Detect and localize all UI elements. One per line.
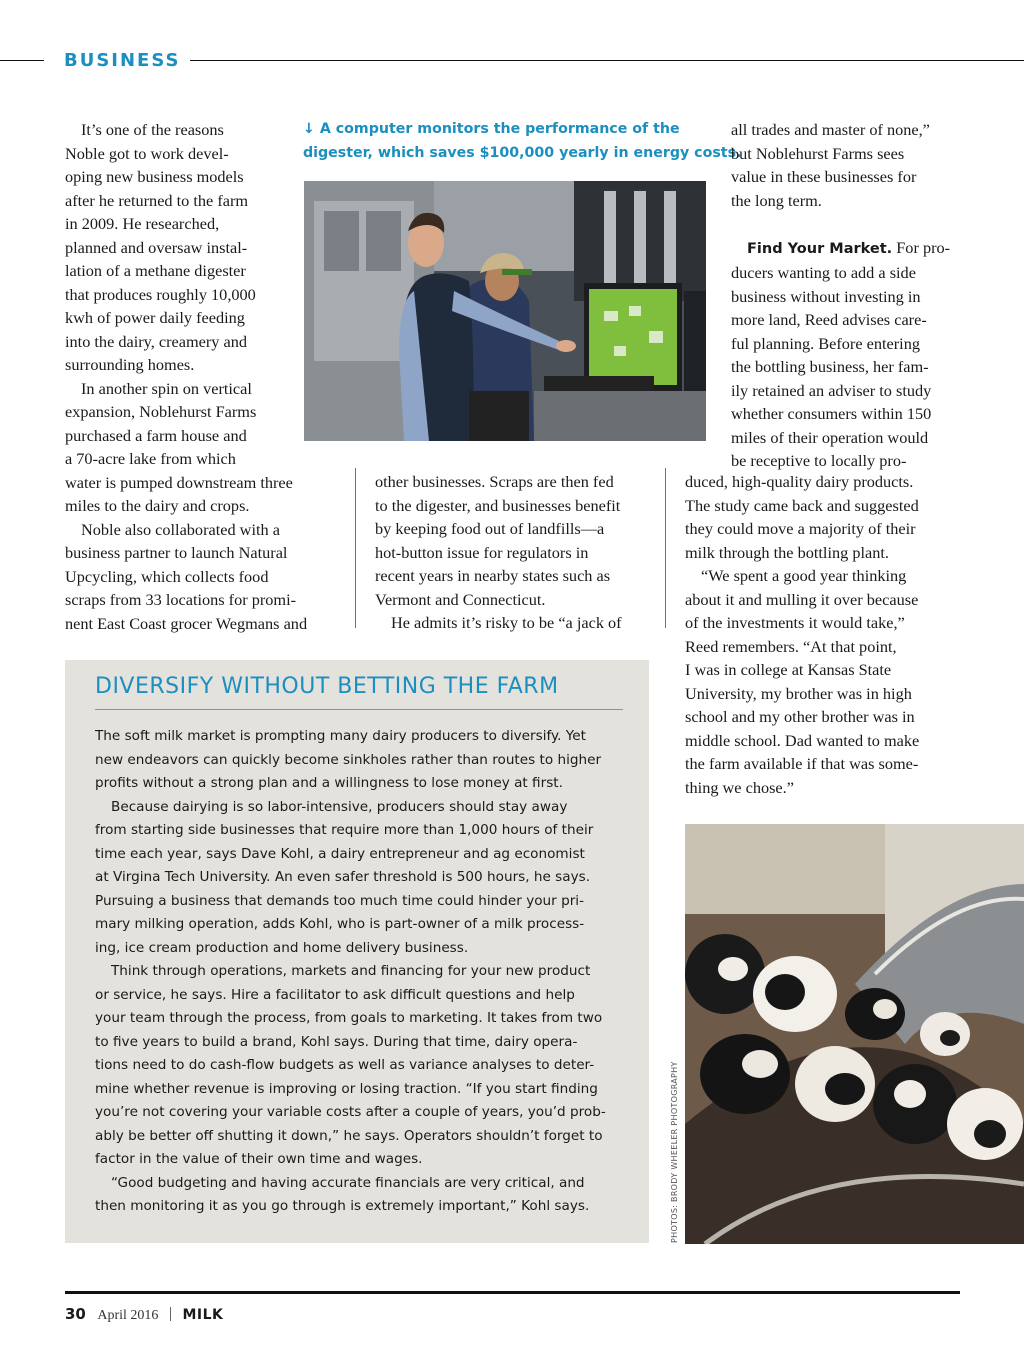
caption-line: digester, which saves $100,000 yearly in energy costs.	[303, 144, 742, 161]
sidebar-line: Think through operations, markets and financing for your new product	[111, 963, 591, 979]
body-line: whether consumers within 150	[731, 404, 932, 423]
body-line: that produces roughly 10,000	[65, 284, 256, 304]
body-line: by keeping food out of landfills—a	[375, 519, 605, 538]
photo-caption	[303, 118, 742, 165]
body-text: For pro-	[896, 237, 951, 257]
photo-credit: PHOTOS: BRODY WHEELER PHOTOGRAPHY	[670, 1061, 679, 1243]
sidebar-title-rule	[95, 709, 623, 710]
issue-date: April 2016	[97, 1308, 159, 1323]
article-column-1	[65, 118, 340, 635]
body-line: miles of their operation would	[731, 427, 929, 447]
body-line: milk through the bottling plant.	[685, 542, 889, 562]
section-rule-right	[190, 60, 1024, 61]
body-line: into the dairy, creamery and	[65, 331, 248, 351]
body-line: after he returned to the farm	[65, 190, 249, 210]
sidebar-line: “Good budgeting and having accurate financials are very critical, and	[111, 1174, 585, 1191]
sidebar-line: ing, ice cream production and home delivery business.	[95, 939, 469, 956]
body-line: surrounding homes.	[65, 355, 195, 374]
sidebar-box	[65, 660, 649, 1243]
blank-line	[731, 212, 971, 236]
sidebar-line: profits without a strong plan and a willingness to lose money at first.	[95, 775, 563, 791]
body-line: Noble got to work devel-	[65, 143, 229, 163]
body-line: University, my brother was in high	[685, 683, 912, 703]
sidebar-body	[95, 725, 635, 1219]
digester-computer-photo	[304, 181, 706, 441]
sidebar-line: time each year, says Dave Kohl, a dairy entrepreneur and ag economist	[95, 845, 585, 862]
body-line: It’s one of the reasons	[81, 120, 224, 139]
sidebar-line: then monitoring it as you go through is extremely important,” Kohl says.	[95, 1198, 590, 1214]
sidebar-line: or service, he says. Hire a facilitator to ask difficult questions and help	[95, 986, 575, 1003]
body-line: business without investing in	[731, 286, 921, 306]
body-line: I was in college at Kansas State	[685, 660, 892, 679]
caption-line: A computer monitors the performance of the	[319, 121, 680, 137]
sidebar-line: your team through the process, from goals to marketing. It takes from two	[95, 1010, 603, 1026]
body-line: ducers wanting to add a side	[731, 263, 916, 282]
page-footer	[65, 1305, 223, 1324]
body-line: lation of a methane digester	[65, 261, 246, 280]
body-line: ful planning. Before entering	[731, 333, 920, 353]
footer-rule	[65, 1291, 960, 1294]
body-line: be receptive to locally pro-	[731, 451, 907, 470]
body-line: nent East Coast grocer Wegmans and	[65, 613, 308, 633]
body-line: but Noblehurst Farms sees	[731, 143, 905, 163]
body-line: miles to the dairy and crops.	[65, 496, 250, 515]
body-line: thing we chose.”	[685, 777, 794, 797]
body-line: ily retained an adviser to study	[731, 380, 932, 400]
body-line: Noble also collaborated with a	[81, 519, 280, 539]
body-line: Upcycling, which collects food	[65, 566, 269, 586]
body-line: all trades and master of none,”	[731, 120, 930, 139]
body-line: about it and mulling it over because	[685, 589, 919, 609]
body-line: middle school. Dad wanted to make	[685, 730, 920, 750]
sidebar-line: tions need to do cash-flow budgets as well as variance analyses to deter-	[95, 1057, 595, 1073]
sidebar-line: mine whether revenue is improving or losing traction. “If you start finding	[95, 1080, 598, 1097]
body-line: the long term.	[731, 190, 822, 210]
sidebar-line: you’re not covering your variable costs after a couple of years, you’d prob-	[95, 1104, 606, 1120]
column-divider	[665, 468, 666, 628]
body-line: Reed remembers. “At that point,	[685, 636, 897, 656]
body-line: In another spin on vertical	[81, 378, 252, 398]
body-line: water is pumped downstream three	[65, 472, 293, 492]
article-column-2	[375, 470, 660, 635]
body-line: hot-button issue for regulators in	[375, 542, 589, 562]
body-line: they could move a majority of their	[685, 519, 916, 538]
magazine-logo: MILK	[182, 1307, 224, 1323]
body-line: kwh of power daily feeding	[65, 308, 245, 327]
arrow-down-icon: ↓	[303, 121, 315, 137]
body-line: Vermont and Connecticut.	[375, 589, 546, 609]
sidebar-line: Because dairying is so labor-intensive, producers should stay away	[111, 798, 568, 815]
body-line: more land, Reed advises care-	[731, 310, 927, 329]
subhead: Find Your Market.	[747, 240, 893, 257]
body-line: recent years in nearby states such as	[375, 566, 611, 585]
column-divider	[355, 468, 356, 628]
article-column-3-bottom	[685, 470, 975, 799]
sidebar-line: at Virgina Tech University. An even safer threshold is 500 hours, he says.	[95, 869, 591, 885]
body-line: “We spent a good year thinking	[701, 566, 907, 585]
body-line: the bottling business, her fam-	[731, 357, 929, 376]
article-column-3-top	[731, 118, 971, 473]
body-line: a 70-acre lake from which	[65, 449, 236, 468]
body-line: purchased a farm house and	[65, 425, 247, 445]
body-line: planned and oversaw instal-	[65, 237, 248, 257]
body-line: of the investments it would take,”	[685, 613, 905, 632]
body-line: oping new business models	[65, 167, 244, 186]
body-line: value in these businesses for	[731, 167, 917, 186]
body-line: expansion, Noblehurst Farms	[65, 402, 257, 421]
body-line: to the digester, and businesses benefit	[375, 495, 621, 515]
body-line: the farm available if that was some-	[685, 754, 919, 773]
sidebar-line: new endeavors can quickly become sinkholes rather than routes to higher	[95, 751, 602, 768]
sidebar-line: ably be better off shutting it down,” he says. Operators shouldn’t forget to	[95, 1127, 603, 1144]
sidebar-line: mary milking operation, adds Kohl, who is part-owner of a milk process-	[95, 916, 585, 932]
body-line: business partner to launch Natural	[65, 543, 288, 562]
sidebar-line: The soft milk market is prompting many dairy producers to diversify. Yet	[95, 728, 586, 744]
sidebar-title: DIVERSIFY WITHOUT BETTING THE FARM	[95, 674, 559, 699]
body-line: scraps from 33 locations for promi-	[65, 590, 297, 609]
footer-separator	[170, 1307, 171, 1321]
page-number: 30	[65, 1305, 86, 1323]
body-line: The study came back and suggested	[685, 495, 919, 515]
rotary-milking-parlor-photo	[685, 824, 1024, 1244]
section-label: BUSINESS	[64, 50, 181, 71]
sidebar-line: Pursuing a business that demands too much time could hinder your pri-	[95, 892, 584, 909]
sidebar-line: from starting side businesses that require more than 1,000 hours of their	[95, 822, 594, 838]
body-line: duced, high-quality dairy products.	[685, 472, 914, 491]
body-line: in 2009. He researched,	[65, 214, 220, 233]
section-rule-left	[0, 60, 44, 61]
sidebar-line: to five years to build a brand, Kohl says. During that time, dairy opera-	[95, 1033, 578, 1050]
body-line: other businesses. Scraps are then fed	[375, 472, 614, 491]
body-line: He admits it’s risky to be “a jack of	[391, 613, 622, 632]
body-line: school and my other brother was in	[685, 707, 915, 726]
sidebar-line: factor in the value of their own time and wages.	[95, 1151, 423, 1167]
